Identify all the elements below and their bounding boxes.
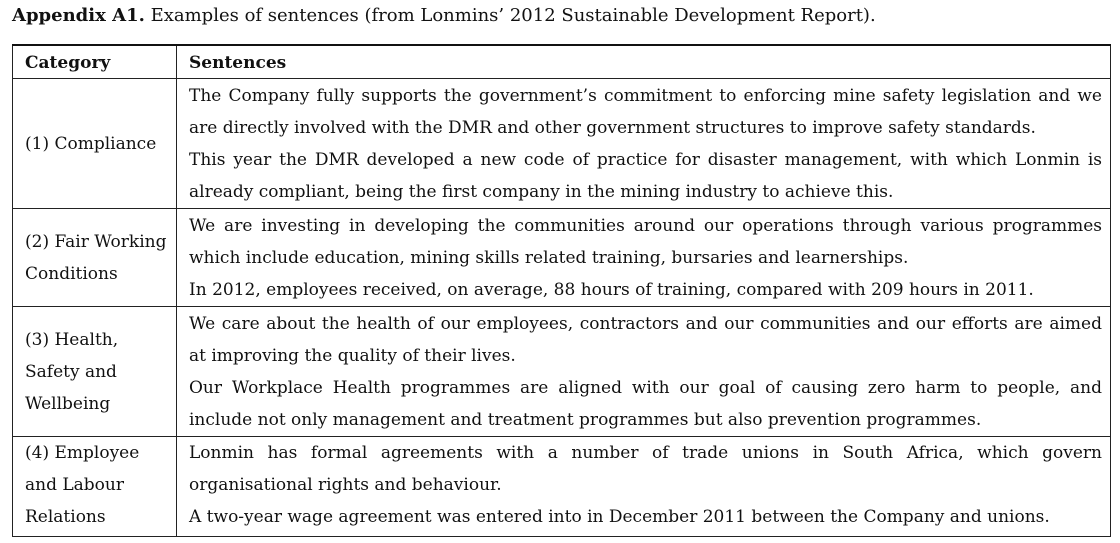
sentence: Our Workplace Health programmes are aligned with our goal of causing zero harm to people, and include not only management and treatment programmes but also prevention programmes. xyxy=(189,377,1102,430)
category-cell: (1) Compliance xyxy=(13,79,177,209)
sentence: A two-year wage agreement was entered into in December 2011 between the Company and unions. xyxy=(189,507,1050,527)
table-row xyxy=(13,209,1111,307)
sentence: This year the DMR developed a new code of practice for disaster management, with which Lonmin is already compliant, being the first company in the mining industry to achieve this. xyxy=(189,149,1102,202)
table-header-row xyxy=(13,45,1111,79)
caption-label: Appendix A1. xyxy=(12,5,145,26)
sentence: Lonmin has formal agreements with a number of trade unions in South Africa, which govern organisational rights and behaviour. xyxy=(189,443,1102,495)
header-sentences: Sentences xyxy=(177,45,1111,79)
category-cell: (3) Health, Safety and Wellbeing xyxy=(13,307,177,437)
sentences-cell xyxy=(177,79,1111,209)
caption-text: Examples of sentences (from Lonmins’ 2012 Sustainable Development Report). xyxy=(150,5,876,26)
table-row xyxy=(13,79,1111,209)
table-row xyxy=(13,437,1111,537)
sentences-cell xyxy=(177,307,1111,437)
sentences-cell xyxy=(177,437,1111,537)
sentences-cell xyxy=(177,209,1111,307)
table-caption xyxy=(12,4,876,28)
sentence: We care about the health of our employees, contractors and our communities and our efforts are aimed at improving the quality of their lives. xyxy=(189,313,1102,366)
sentence: We are investing in developing the communities around our operations through various programmes which include education, mining skills related training, bursaries and learnerships. xyxy=(189,215,1102,268)
sentence: The Company fully supports the government’s commitment to enforcing mine safety legislation and we are directly involved with the DMR and other government structures to improve safety standards. xyxy=(189,85,1102,138)
sentence: In 2012, employees received, on average, 88 hours of training, compared with 209 hours in 2011. xyxy=(189,279,1034,300)
table-row xyxy=(13,307,1111,437)
header-category: Category xyxy=(13,45,177,79)
sentences-table xyxy=(12,44,1111,537)
category-cell: (2) Fair Working Conditions xyxy=(13,209,177,307)
category-cell: (4) Employee and Labour Relations xyxy=(13,437,177,537)
